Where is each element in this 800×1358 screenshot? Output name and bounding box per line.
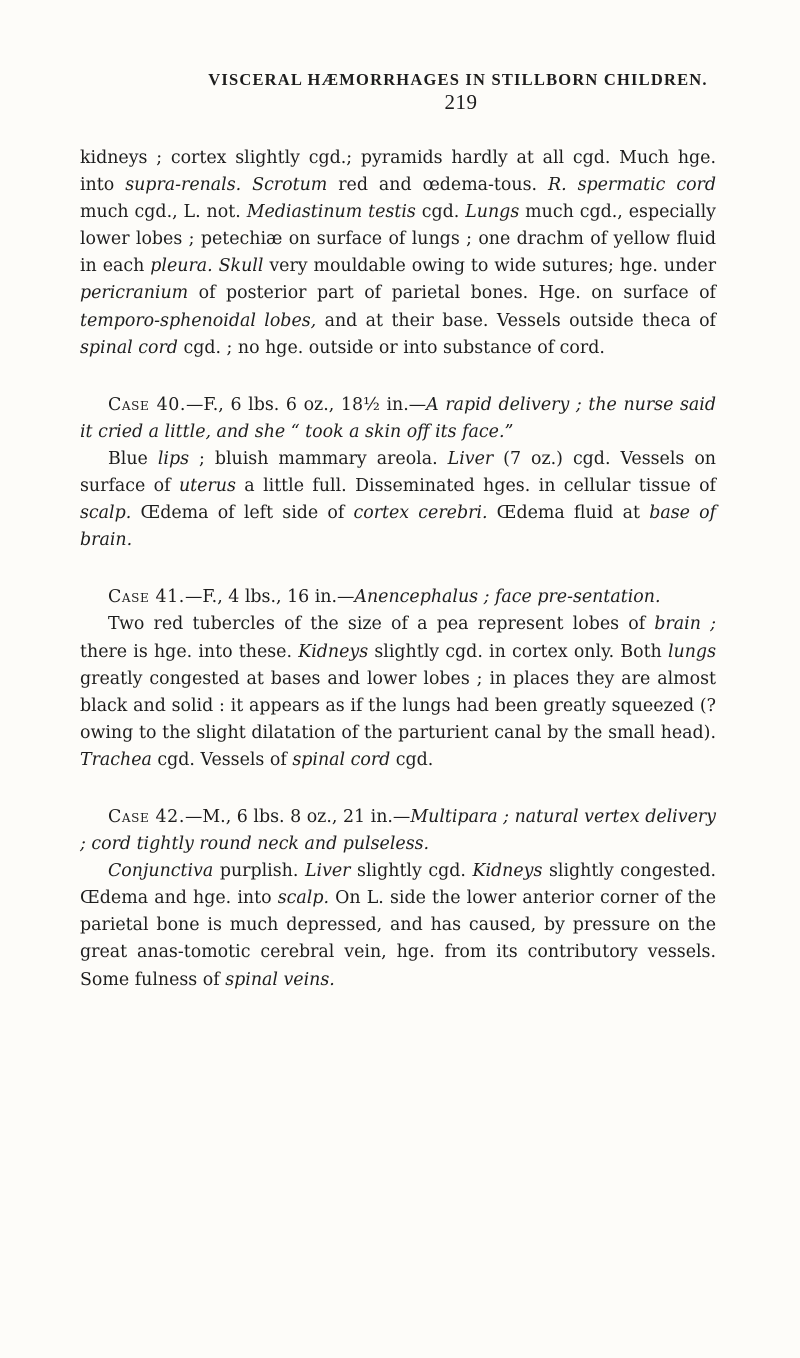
text-run: purplish. bbox=[213, 861, 305, 882]
italic-term: Kidneys bbox=[298, 641, 369, 662]
italic-term: brain ; bbox=[654, 614, 716, 635]
case-42-heading bbox=[80, 804, 716, 858]
italic-term: uterus bbox=[178, 476, 236, 497]
text-run: Blue bbox=[108, 448, 158, 469]
case-42-label: Case 42. bbox=[108, 806, 185, 827]
text-run: slightly cgd. in cortex only. Both bbox=[368, 641, 668, 662]
text-run: there is hge. into these. bbox=[80, 641, 299, 662]
italic-term: Liver bbox=[304, 861, 351, 882]
text-run: Œdema fluid at bbox=[487, 503, 650, 524]
case-41-summary: Anencephalus ; face pre-sentation. bbox=[354, 587, 661, 608]
case-41-label: Case 41. bbox=[108, 587, 185, 608]
running-head bbox=[80, 70, 716, 115]
text-run: a little full. Disseminated hges. in cellular tissue of bbox=[235, 476, 716, 497]
italic-term: base of brain. bbox=[80, 503, 717, 551]
case-41-heading bbox=[80, 584, 716, 611]
case-40-summary: A rapid delivery ; the nurse said it cried a little, and she “ took a skin off its face.” bbox=[80, 394, 716, 442]
page-number: 219 bbox=[444, 90, 478, 114]
case-40 bbox=[80, 392, 716, 555]
text-run: Œdema of left side of bbox=[131, 503, 354, 524]
text-run bbox=[241, 175, 252, 195]
text-run: greatly congested at bases and lower lobes ; in places they are almost black and solid : it appears as if the lungs had been greatly squeezed (? owing to the slight dilatation of the parturient canal by the small head). bbox=[80, 668, 716, 743]
italic-term: spinal cord bbox=[292, 749, 391, 770]
italic-term: Scrotum bbox=[252, 175, 328, 196]
italic-term: R. spermatic cord bbox=[548, 175, 716, 196]
text-run: kidneys ; cortex slightly cgd.; pyramids hardly at all cgd. Much hge. into bbox=[80, 148, 716, 196]
italic-term: spinal veins. bbox=[225, 969, 335, 990]
italic-term: Liver bbox=[447, 448, 494, 469]
case-40-label: Case 40. bbox=[108, 394, 187, 415]
italic-term: Trachea bbox=[80, 749, 152, 770]
text-run: red and œdema-tous. bbox=[327, 175, 548, 196]
running-head-title: VISCERAL HÆMORRHAGES IN STILLBORN CHILDREN. bbox=[208, 70, 708, 89]
case-41 bbox=[80, 584, 716, 774]
continuation-text bbox=[80, 145, 716, 362]
text-run: much cgd., especially lower lobes ; petechiæ on surface of lungs ; one drachm of yellow fluid in each bbox=[80, 202, 716, 277]
text-run: and at their base. Vessels outside theca of bbox=[316, 310, 716, 331]
text-run: cgd. bbox=[415, 202, 466, 223]
text-run: ; bluish mammary areola. bbox=[189, 448, 448, 469]
text-run: cgd. ; no hge. outside or into substance of cord. bbox=[177, 337, 605, 358]
italic-term: temporo-sphenoidal lobes, bbox=[80, 310, 317, 331]
italic-term: scalp. bbox=[277, 888, 329, 909]
text-run: very mouldable owing to wide sutures; hge. under bbox=[263, 256, 717, 277]
italic-term: pericranium bbox=[80, 283, 189, 304]
text-run: Two red tubercles of the size of a pea represent lobes of bbox=[108, 614, 655, 635]
case-40-details: —F., 6 lbs. 6 oz., 18½ in.— bbox=[186, 394, 427, 415]
case-41-body bbox=[80, 611, 716, 774]
text-run: slightly cgd. bbox=[350, 861, 473, 882]
case-40-heading bbox=[80, 392, 716, 446]
italic-term: lungs bbox=[667, 641, 716, 662]
text-run: On L. side the lower anterior corner of the parietal bone is much depressed, and has caused, by pressure on the great anas-tomotic cerebral vein, hge. from its contributory vessels. Some fulness of bbox=[80, 888, 716, 990]
italic-term: Lungs bbox=[465, 202, 520, 223]
text-run: (7 oz.) cgd. Vessels on surface of bbox=[80, 448, 716, 497]
continuation-paragraph bbox=[80, 145, 716, 362]
case-42-details: —M., 6 lbs. 8 oz., 21 in.— bbox=[184, 806, 411, 827]
text-run: much cgd., L. not. bbox=[80, 202, 247, 223]
text-run: cgd. bbox=[390, 749, 434, 770]
text-run: slightly congested. Œdema and hge. into bbox=[80, 861, 717, 909]
case-42-body bbox=[80, 858, 716, 993]
case-41-details: —F., 4 lbs., 16 in.— bbox=[184, 587, 355, 608]
italic-term: Skull bbox=[218, 256, 264, 277]
case-42-summary: Multipara ; natural vertex delivery ; cord tightly round neck and pulseless. bbox=[80, 806, 717, 855]
italic-term: Mediastinum testis bbox=[246, 202, 416, 223]
italic-term: Conjunctiva bbox=[108, 861, 214, 882]
text-run: of posterior part of parietal bones. Hge. on surface of bbox=[188, 283, 716, 304]
italic-term: pleura. bbox=[150, 256, 213, 277]
case-42 bbox=[80, 804, 716, 994]
italic-term: cortex cerebri. bbox=[353, 503, 488, 524]
italic-term: spinal cord bbox=[80, 337, 178, 358]
case-40-body bbox=[80, 446, 716, 554]
italic-term: supra-renals. bbox=[125, 175, 242, 196]
italic-term: Kidneys bbox=[472, 861, 543, 882]
italic-term: scalp. bbox=[80, 503, 132, 524]
italic-term: lips bbox=[157, 448, 190, 469]
text-run: cgd. Vessels of bbox=[151, 749, 293, 770]
